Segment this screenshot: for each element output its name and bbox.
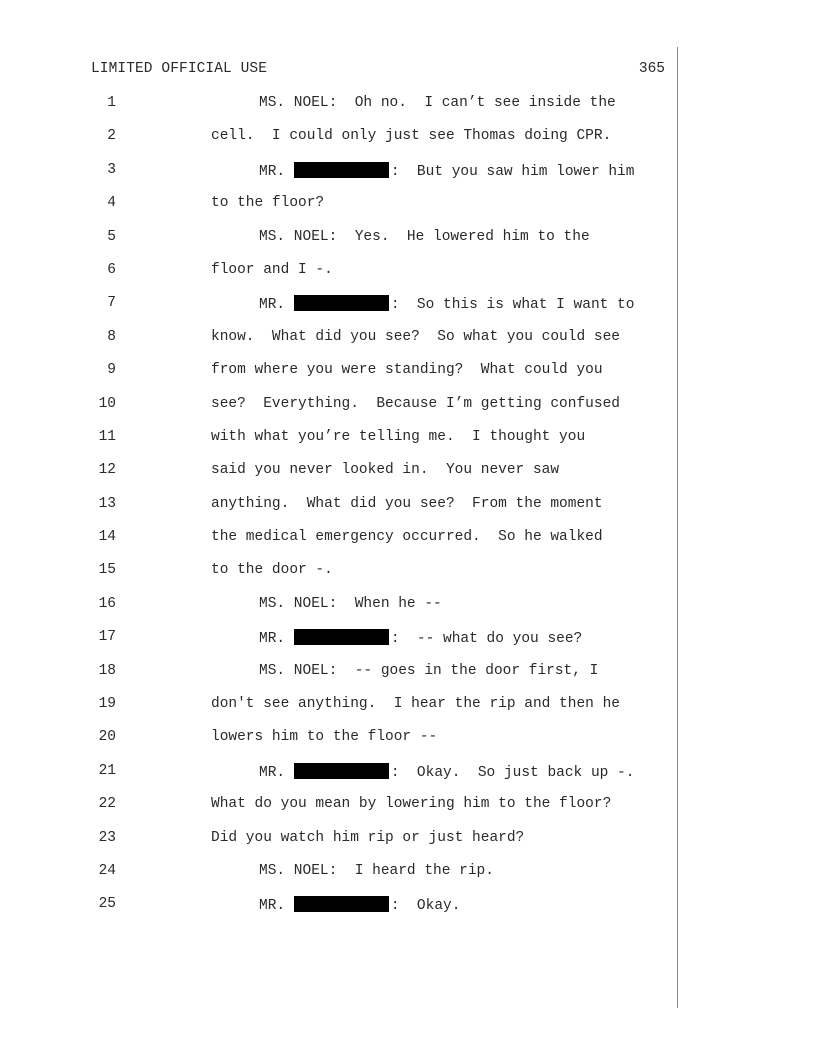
transcript-line: [0, 655, 816, 688]
line-text: [259, 162, 634, 180]
transcript-line: [0, 788, 816, 821]
line-number: 13: [98, 495, 116, 512]
line-text: MS. NOEL: Yes. He lowered him to the: [259, 228, 590, 245]
speaker-remark: : -- what do you see?: [390, 631, 583, 648]
line-number: 11: [98, 428, 116, 445]
line-text: to the door -.: [211, 562, 333, 579]
line-text: MS. NOEL: When he --: [259, 595, 442, 612]
line-number: 4: [107, 195, 116, 212]
line-number: 9: [107, 362, 116, 379]
line-text: from where you were standing? What could you: [211, 362, 603, 379]
line-number: 14: [98, 529, 116, 546]
line-text: [259, 896, 460, 914]
speaker-remark: : Okay.: [390, 898, 461, 915]
line-text: What do you mean by lowering him to the floor?: [211, 796, 612, 813]
transcript-line: [0, 855, 816, 888]
speaker-prefix: MR.: [259, 297, 294, 314]
speaker-prefix: MR.: [259, 163, 294, 180]
line-number: 10: [98, 395, 116, 412]
line-text: MS. NOEL: I heard the rip.: [259, 862, 494, 879]
transcript-line: [0, 154, 816, 187]
line-number: 7: [107, 295, 116, 312]
transcript-line: [0, 454, 816, 487]
redaction-box: [294, 162, 389, 178]
line-text: Did you watch him rip or just heard?: [211, 829, 525, 846]
transcript-line: [0, 554, 816, 587]
transcript-line: [0, 254, 816, 287]
redaction-box: [294, 763, 389, 779]
line-number: 20: [98, 729, 116, 746]
line-number: 25: [98, 896, 116, 913]
redaction-box: [294, 629, 389, 645]
transcript-line: [0, 521, 816, 554]
transcript-line: [0, 621, 816, 654]
line-text: the medical emergency occurred. So he walked: [211, 529, 603, 546]
line-text: anything. What did you see? From the moment: [211, 495, 603, 512]
line-number: 21: [98, 762, 116, 779]
line-number: 3: [107, 161, 116, 178]
line-text: don't see anything. I hear the rip and then he: [211, 696, 620, 713]
header-classification: LIMITED OFFICIAL USE: [91, 61, 268, 77]
line-number: 19: [98, 696, 116, 713]
line-number: 23: [98, 829, 116, 846]
transcript-line: [0, 287, 816, 320]
line-number: 16: [98, 595, 116, 612]
line-number: 5: [107, 228, 116, 245]
speaker-remark: : So this is what I want to: [390, 297, 635, 314]
speaker-prefix: MR.: [259, 631, 294, 648]
line-number: 1: [107, 95, 116, 111]
transcript-line: [0, 354, 816, 387]
line-number: 22: [98, 796, 116, 813]
redaction-box: [294, 896, 389, 912]
speaker-remark: : But you saw him lower him: [390, 163, 635, 180]
header-page-number: 365: [638, 61, 665, 77]
line-text: lowers him to the floor --: [211, 729, 438, 746]
line-text: know. What did you see? So what you could see: [211, 328, 620, 345]
line-text: [259, 629, 582, 647]
transcript-line: [0, 488, 816, 521]
line-text: MS. NOEL: -- goes in the door first, I: [259, 662, 599, 679]
transcript-lines: [0, 87, 816, 922]
transcript-line: [0, 388, 816, 421]
transcript-line: [0, 721, 816, 754]
line-number: 17: [98, 629, 116, 646]
line-number: 6: [107, 261, 116, 278]
line-number: 8: [107, 328, 116, 345]
transcript-line: [0, 822, 816, 855]
transcript-line: [0, 588, 816, 621]
redaction-box: [294, 295, 389, 311]
line-number: 2: [107, 128, 116, 145]
speaker-remark: : Okay. So just back up -.: [390, 764, 635, 781]
transcript-line: [0, 221, 816, 254]
line-text: said you never looked in. You never saw: [211, 462, 560, 479]
transcript-line: [0, 888, 816, 921]
line-text: [259, 763, 634, 781]
transcript-line: [0, 755, 816, 788]
line-text: [259, 295, 634, 313]
line-text: to the floor?: [211, 195, 325, 212]
speaker-prefix: MR.: [259, 898, 294, 915]
line-text: MS. NOEL: Oh no. I can’t see inside the: [259, 95, 616, 111]
transcript-line: [0, 321, 816, 354]
transcript-line: [0, 120, 816, 153]
line-text: cell. I could only just see Thomas doing CPR.: [211, 128, 612, 145]
transcript-line: [0, 187, 816, 220]
line-number: 24: [98, 862, 116, 879]
line-text: see? Everything. Because I’m getting confused: [211, 395, 620, 412]
transcript-line: [0, 421, 816, 454]
speaker-prefix: MR.: [259, 764, 294, 781]
transcript-line: [0, 87, 816, 120]
transcript-line: [0, 688, 816, 721]
line-number: 18: [98, 662, 116, 679]
line-text: with what you’re telling me. I thought you: [211, 428, 586, 445]
line-text: floor and I -.: [211, 261, 333, 278]
line-number: 12: [98, 462, 116, 479]
line-number: 15: [98, 562, 116, 579]
